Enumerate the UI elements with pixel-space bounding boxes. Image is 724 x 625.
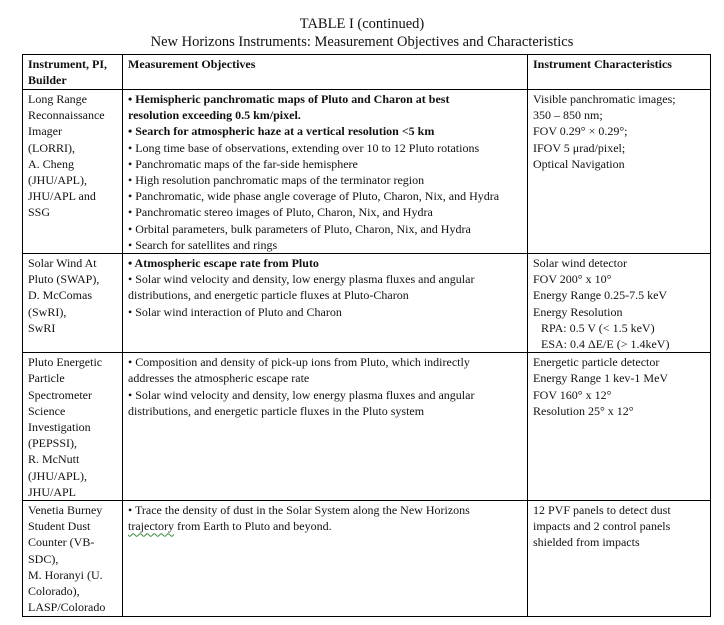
objectives-cell — [123, 90, 528, 254]
instrument-line: SwRI — [28, 320, 56, 335]
header-instrument-line: Builder — [28, 73, 67, 88]
instrument-cell — [23, 254, 123, 353]
objective-line — [128, 518, 522, 534]
objective-line-bold: • Search for atmospheric haze at a vertical resolution <5 km — [128, 124, 435, 139]
instrument-line: SSG — [28, 205, 51, 220]
characteristic-line: Energy Resolution — [533, 304, 623, 319]
characteristic-line: 12 PVF panels to detect dust — [533, 503, 671, 518]
instrument-line: R. McNutt — [28, 452, 80, 467]
characteristic-line: Energy Range 1 kev-1 MeV — [533, 371, 669, 386]
instrument-line: (LORRI), — [28, 140, 75, 155]
objectives-cell — [123, 353, 528, 501]
table-title: TABLE I (continued) — [299, 16, 425, 32]
objective-line: • Panchromatic, wide phase angle coverage of Pluto, Charon, Nix, and Hydra — [128, 189, 500, 204]
characteristic-line: impacts and 2 control panels — [533, 519, 671, 534]
objective-line: • Search for satellites and rings — [128, 237, 278, 252]
instrument-line: Colorado), — [28, 584, 80, 599]
objective-line-bold: • Hemispheric panchromatic maps of Pluto and Charon at best — [128, 92, 450, 106]
objective-line-bold: resolution exceeding 0.5 km/pixel. — [128, 108, 301, 123]
instrument-line: Particle — [28, 371, 65, 386]
instrument-line: Investigation — [28, 420, 91, 435]
spellcheck-word: trajectory — [128, 519, 174, 534]
header-instrument — [23, 55, 123, 90]
characteristic-line: FOV 0.29° × 0.29°; — [533, 124, 628, 139]
characteristics-cell — [528, 501, 711, 617]
table-subtitle: New Horizons Instruments: Measurement Objectives and Characteristics — [150, 34, 574, 50]
objective-line: • Panchromatic stereo images of Pluto, Charon, Nix, and Hydra — [128, 205, 433, 220]
instrument-cell — [23, 90, 123, 254]
objective-line: • Solar wind interaction of Pluto and Charon — [128, 304, 342, 319]
instrument-line: (PEPSSI), — [28, 436, 78, 451]
instrument-line: Student Dust — [28, 519, 91, 534]
table-row-vbsdc — [23, 501, 711, 617]
objective-line: • Composition and density of pick-up ions from Pluto, which indirectly — [128, 355, 470, 370]
instrument-line: Pluto (SWAP), — [28, 272, 100, 287]
instrument-cell — [23, 353, 123, 501]
header-row — [23, 55, 711, 90]
instrument-line: (SwRI), — [28, 304, 67, 319]
instrument-line: JHU/APL — [28, 484, 77, 499]
objective-line: • High resolution panchromatic maps of the terminator region — [128, 173, 425, 188]
objective-line: • Orbital parameters, bulk parameters of Pluto, Charon, Nix, and Hydra — [128, 221, 471, 236]
characteristic-line: Optical Navigation — [533, 156, 625, 171]
instrument-line: SDC), — [28, 551, 59, 566]
header-characteristics-label: Instrument Characteristics — [533, 57, 672, 71]
characteristic-line: RPA: 0.5 V (< 1.5 keV) — [541, 320, 655, 335]
instrument-line: Venetia Burney — [28, 503, 103, 518]
characteristic-line: ESA: 0.4 ΔE/E (> 1.4keV) — [541, 337, 670, 352]
characteristic-line: Visible panchromatic images; — [533, 92, 676, 106]
objective-line: • Panchromatic maps of the far-side hemisphere — [128, 156, 358, 171]
table-row-pepssi — [23, 353, 711, 501]
objective-line: • Solar wind velocity and density, low energy plasma fluxes and angular — [128, 387, 475, 402]
characteristic-line: Energetic particle detector — [533, 355, 660, 370]
characteristic-line: FOV 160° x 12° — [533, 387, 612, 402]
objective-line: • Solar wind velocity and density, low energy plasma fluxes and angular — [128, 272, 475, 287]
instrument-line: Counter (VB- — [28, 535, 95, 550]
instrument-line: (JHU/APL), — [28, 173, 87, 188]
objective-line: • Long time base of observations, extending over 10 to 12 Pluto rotations — [128, 140, 480, 155]
instrument-line: (JHU/APL), — [28, 468, 87, 483]
instruments-table — [22, 54, 711, 617]
table-row-lorri — [23, 90, 711, 254]
instrument-line: Science — [28, 403, 66, 418]
objectives-cell — [123, 501, 528, 617]
instrument-line: M. Horanyi (U. — [28, 567, 103, 582]
instrument-line: Spectrometer — [28, 387, 92, 402]
objective-line: • Trace the density of dust in the Solar System along the New Horizons — [128, 503, 470, 518]
instrument-cell — [23, 501, 123, 617]
objectives-cell — [123, 254, 528, 353]
table-row-swap — [23, 254, 711, 353]
characteristic-line: Solar wind detector — [533, 256, 627, 271]
characteristic-line: Resolution 25° x 12° — [533, 403, 634, 418]
instrument-line: LASP/Colorado — [28, 600, 106, 615]
instrument-line: D. McComas — [28, 288, 92, 303]
instrument-line: Solar Wind At — [28, 256, 97, 271]
characteristic-line: IFOV 5 μrad/pixel; — [533, 140, 626, 155]
instrument-line: Reconnaissance — [28, 108, 105, 123]
instrument-line: A. Cheng — [28, 156, 74, 171]
objective-line: distributions, and energetic particle fluxes in the Pluto system — [128, 403, 425, 418]
instrument-line: Imager — [28, 124, 62, 139]
characteristics-cell — [528, 254, 711, 353]
characteristic-line: 350 – 850 nm; — [533, 108, 603, 123]
characteristic-line: shielded from impacts — [533, 535, 640, 550]
header-objectives — [123, 55, 528, 90]
characteristic-line: Energy Range 0.25-7.5 keV — [533, 288, 668, 303]
instrument-line: Pluto Energetic — [28, 355, 103, 370]
characteristic-line: FOV 200° x 10° — [533, 272, 612, 287]
objective-line-rest: from Earth to Pluto and beyond. — [173, 519, 332, 534]
objective-line: distributions, and energetic particle fluxes at Pluto-Charon — [128, 288, 409, 303]
instrument-line: Long Range — [28, 92, 87, 106]
objective-line-bold: • Atmospheric escape rate from Pluto — [128, 256, 319, 271]
characteristics-cell — [528, 90, 711, 254]
characteristics-cell — [528, 353, 711, 501]
instrument-line: JHU/APL and — [28, 189, 96, 204]
header-characteristics — [528, 55, 711, 90]
objective-line: addresses the atmospheric escape rate — [128, 371, 310, 386]
header-instrument-line: Instrument, PI, — [28, 57, 108, 71]
header-objectives-label: Measurement Objectives — [128, 57, 256, 71]
